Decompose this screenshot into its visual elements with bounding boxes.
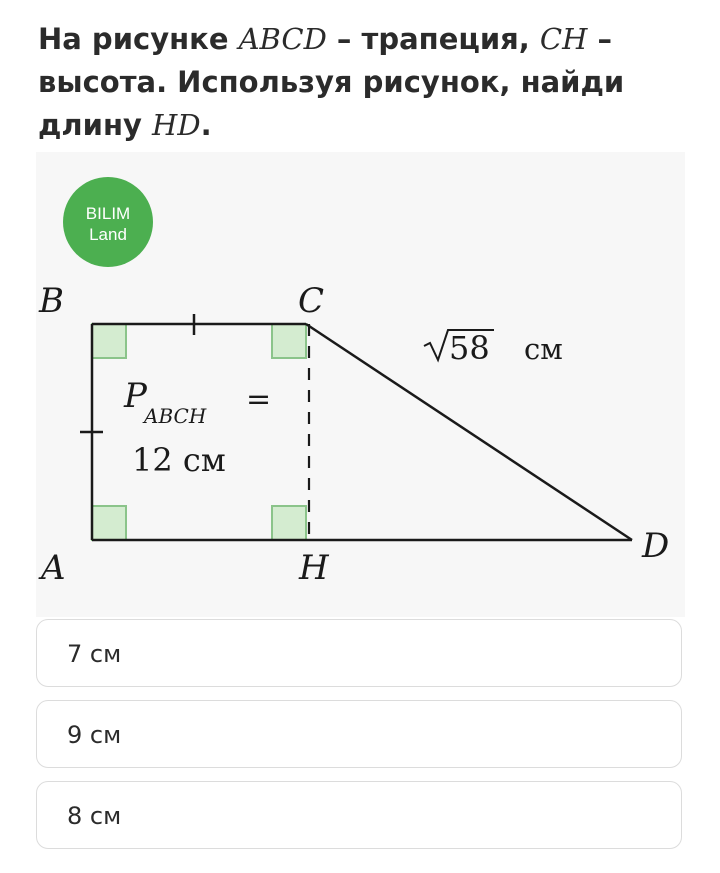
question-math: HD [152,108,201,142]
answer-label: 8 см [67,802,122,830]
answer-option-1[interactable] [36,619,682,687]
question-part: На рисунке [38,22,239,56]
answer-label: 7 см [67,640,122,668]
answer-option-2[interactable] [36,700,682,768]
vertex-label-b: B [39,281,64,321]
bilim-land-logo [63,177,153,267]
question-math: CH [539,22,588,56]
question-part: . [200,108,212,142]
vertex-label-c: C [298,281,325,321]
question-part: – высота. Используя рисунок, найди длину [38,22,625,142]
vertex-label-h: H [299,548,329,588]
vertex-label-d: D [642,526,670,566]
right-angle-marker-h [272,506,306,540]
perimeter-letter: P [124,376,147,416]
perimeter-subscript: ABCH [144,404,207,428]
question-math: ABCD [238,22,327,56]
perimeter-equals: = [246,382,272,417]
right-angle-marker-a [92,506,126,540]
right-angle-marker-c [272,324,306,358]
trapezoid-diagram [36,152,685,617]
question-part: – трапеция, [326,22,540,56]
answer-option-3[interactable] [36,781,682,849]
question-text [38,18,688,147]
answer-label: 9 см [67,721,122,749]
perimeter-value: 12 см [132,441,226,479]
side-cd-unit: см [524,332,563,366]
vertex-label-a: A [41,548,66,588]
logo-text: BILIM [85,204,131,223]
logo-text: Land [89,225,127,244]
side-cd-radicand: 58 [449,329,490,367]
right-angle-marker-b [92,324,126,358]
geometry-figure [36,152,685,617]
